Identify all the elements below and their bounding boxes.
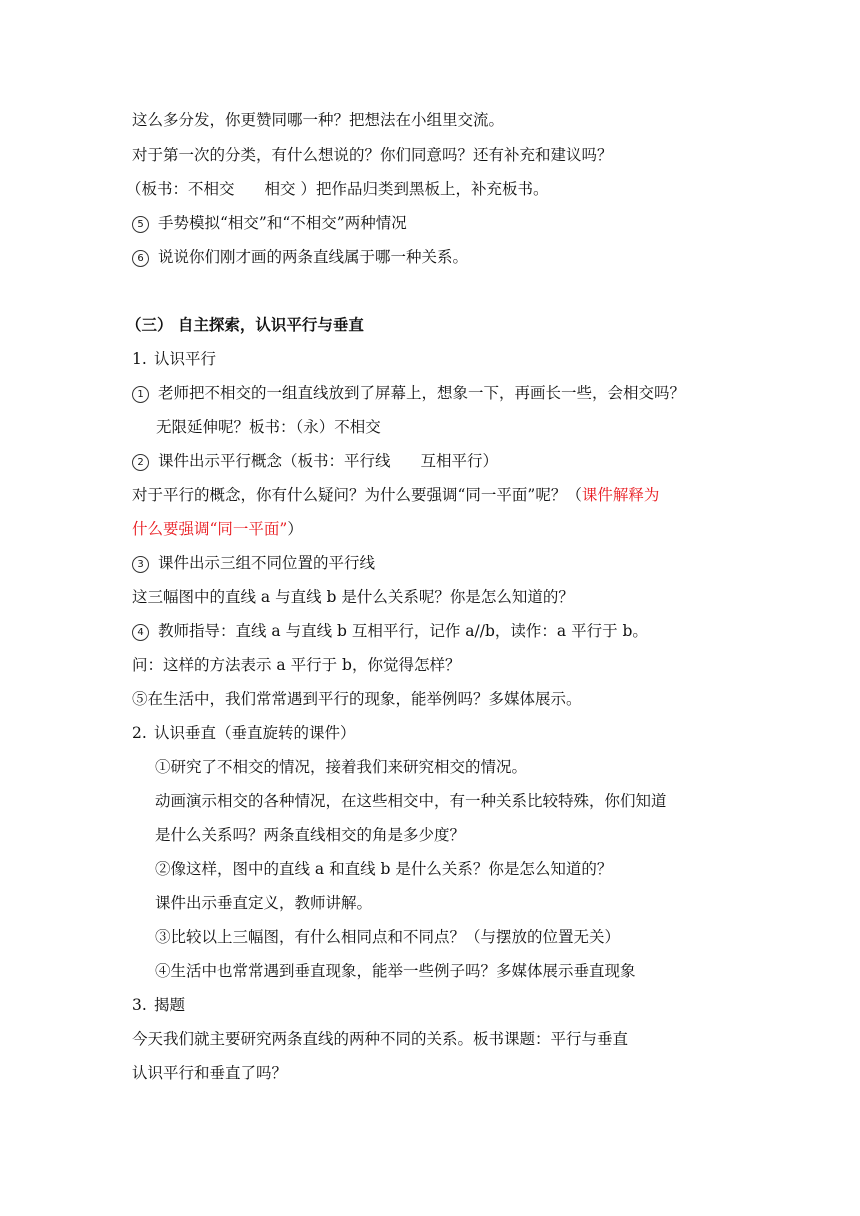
list-item: ③比较以上三幅图，有什么相同点和不同点？（与摆放的位置无关）: [155, 928, 621, 946]
list-item: ⑤在生活中，我们常常遇到平行的现象，能举例吗？多媒体展示。: [132, 690, 582, 708]
text-line: 是什么关系吗？两条直线相交的角是多少度？: [155, 826, 466, 844]
text-line: 动画演示相交的各种情况，在这些相交中，有一种关系比较特殊，你们知道: [155, 792, 667, 810]
circled-number: 4: [132, 624, 149, 641]
highlighted-note: 什么要强调“同一平面”: [132, 520, 288, 538]
circled-number: 1: [132, 386, 149, 403]
board-note-line: （板书：不相交 相交 ）把作品归类到黑板上，补充板书。: [126, 180, 549, 198]
text-line: 对于平行的概念，你有什么疑问？为什么要强调“同一平面”呢？（课件解释为: [132, 486, 660, 504]
circled-number: 5: [132, 216, 149, 233]
highlighted-note: 课件解释为: [581, 486, 660, 504]
text-line: 认识平行和垂直了吗？: [132, 1064, 288, 1082]
text-line: 今天我们就主要研究两条直线的两种不同的关系。板书课题：平行与垂直: [132, 1030, 629, 1048]
list-item: 2 课件出示平行概念（板书：平行线 互相平行）: [132, 451, 498, 471]
list-item: 1 老师把不相交的一组直线放到了屏幕上，想象一下，再画长一些，会相交吗？: [132, 383, 685, 403]
subsection-heading: 2. 认识垂直（垂直旋转的课件）: [132, 724, 356, 742]
text-line: 问：这样的方法表示 a 平行于 b，你觉得怎样？: [132, 656, 461, 674]
text-line: 这三幅图中的直线 a 与直线 b 是什么关系呢？你是怎么知道的？: [132, 588, 574, 606]
text-line: 什么要强调“同一平面”）: [132, 520, 303, 538]
subsection-heading: 3. 揭题: [132, 996, 186, 1014]
list-item: 5 手势模拟“相交”和“不相交”两种情况: [132, 213, 407, 233]
subsection-heading: 1. 认识平行: [132, 350, 217, 368]
list-item: ①研究了不相交的情况，接着我们来研究相交的情况。: [155, 758, 528, 776]
text-line: 课件出示垂直定义，教师讲解。: [155, 894, 373, 912]
list-item: 6 说说你们刚才画的两条直线属于哪一种关系。: [132, 247, 468, 267]
list-item: ④生活中也常常遇到垂直现象，能举一些例子吗？多媒体展示垂直现象: [155, 962, 636, 980]
text-line: 这么多分发，你更赞同哪一种？把想法在小组里交流。: [132, 111, 505, 129]
list-item: ②像这样，图中的直线 a 和直线 b 是什么关系？你是怎么知道的？: [155, 860, 613, 878]
text-line: 对于第一次的分类，有什么想说的？你们同意吗？还有补充和建议吗？: [132, 146, 613, 164]
circled-number: 3: [132, 556, 149, 573]
section-heading: （三） 自主探索，认识平行与垂直: [126, 315, 364, 334]
list-item: 3 课件出示三组不同位置的平行线: [132, 553, 375, 573]
circled-number: 2: [132, 454, 149, 471]
circled-number: 6: [132, 250, 149, 267]
text-line: 无限延伸呢？板书：（永）不相交: [156, 418, 381, 436]
list-item: 4 教师指导：直线 a 与直线 b 互相平行，记作 a//b，读作：a 平行于 b。: [132, 621, 648, 641]
